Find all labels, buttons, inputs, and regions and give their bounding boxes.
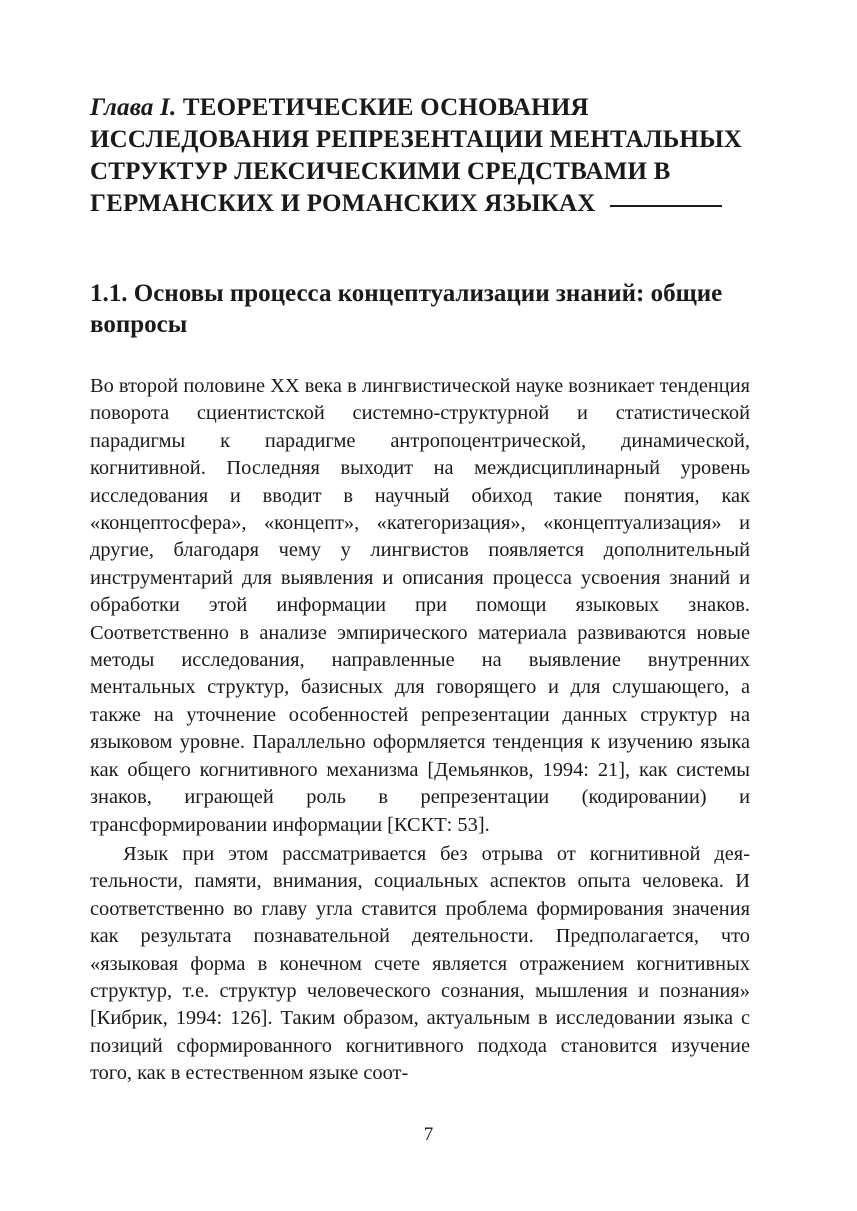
body-text: [90, 373, 750, 1088]
page-number: 7: [423, 1124, 434, 1145]
paragraph: Язык при этом рассматривается без отрыва от когнитивной деятельности, памяти, внимания, социальных аспектов опыта человека. И соответственно во главу угла ставится проблема формирования значения как результата познавательной деятельности. Предполагается, что «языковая форма в конечном счете является отражением когнитивных структур, т.е. структур человеческого сознания, мышления и познания» [Кибрик, 1994: 126]. Таким образом, актуальным в исследовании языка с позиций сформированного когнитивного подхода становится изучение того, как в естественном языке соот-: [90, 842, 750, 1085]
chapter-heading: [90, 92, 750, 220]
page-content: [90, 92, 750, 1088]
section-heading: 1.1. Основы процесса концептуализации знаний: общие вопросы: [90, 280, 723, 338]
chapter-label: Глава I.: [90, 94, 177, 121]
chapter-title: ТЕОРЕТИЧЕСКИЕ ОСНОВАНИЯ ИССЛЕДОВАНИЯ РЕПРЕЗЕНТАЦИИ МЕНТАЛЬНЫХ СТРУКТУР ЛЕКСИЧЕСКИМИ СРЕДСТВАМИ В ГЕРМАНСКИХ И РОМАНСКИХ ЯЗЫКАХ: [90, 94, 743, 217]
paragraph: Во второй половине XX века в лингвистической науке возникает тенденция поворота сциентистской системно-структурной и статистической парадигмы к парадигме антропоцентрической, динамической, когнитивной. Последняя выходит на междисциплинарный уровень исследования и вводит в научный обиход такие понятия, как «концептосфера», «концепт», «категоризация», «концептуализация» и другие, благодаря чему у лингвистов появляется дополнительный инструментарий для выявления и описания процесса усвоения знаний и обработки этой информации при помощи языковых знаков. Соответственно в анализе эмпирического материала развиваются новые методы исследования, направленные на выявление внутренних ментальных структур, базисных для говорящего и для слушающего, а также на уточнение особенностей репрезентации данных структур на языковом уровне. Параллельно оформляется тенденция к изучению языка как общего когнитивного механизма [Демьянков, 1994: 21], как системы знаков, играющей роль в репрезентации (кодировании) и трансформировании информации [КСКТ: 53].: [90, 375, 750, 836]
heading-rule: [610, 205, 722, 207]
